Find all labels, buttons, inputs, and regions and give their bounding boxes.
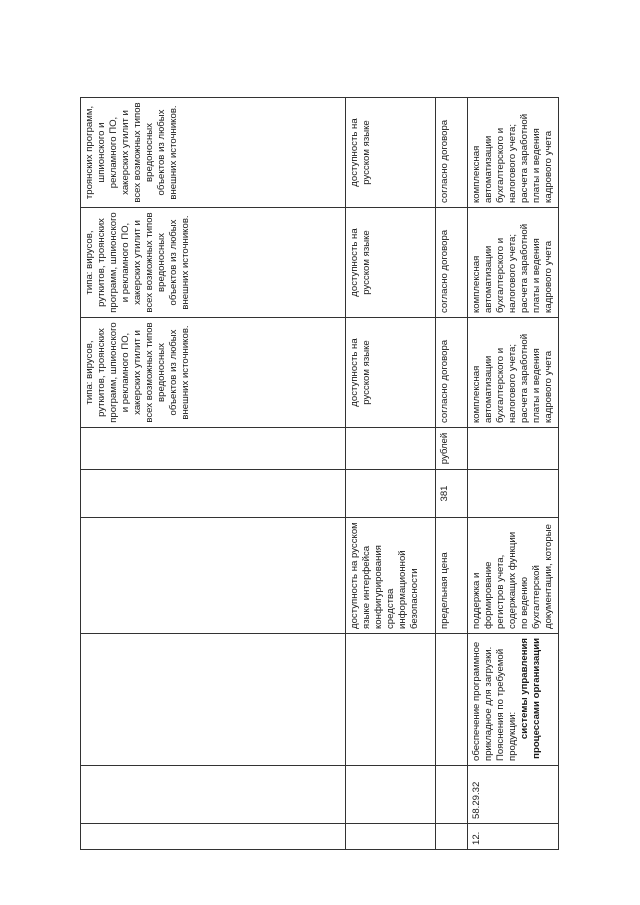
cell-value: согласно договора bbox=[436, 208, 468, 318]
specification-table bbox=[80, 97, 559, 850]
cell-unit: рублей bbox=[436, 428, 468, 470]
cell-empty bbox=[81, 824, 346, 850]
table-row bbox=[468, 98, 559, 850]
cell-characteristic: поддержка и формирование регистров учета, содержащих функции по ведению бухгалтерской документации, которые bbox=[468, 518, 559, 634]
cell-protection-types: типа: вирусов, руткитов, троянских программ, шпионского и рекламного ПО, хакерских утилит и всех возможных типов вредоносных объектов из любых внешних источников. bbox=[81, 318, 346, 428]
table-row bbox=[346, 98, 436, 850]
cell-value: комплексная автоматизации бухгалтерского и налогового учета; расчета заработной платы и ведения кадрового учета bbox=[468, 98, 559, 208]
cell-empty bbox=[81, 428, 346, 470]
cell-value: комплексная автоматизации бухгалтерского и налогового учета; расчета заработной платы и ведения кадрового учета bbox=[468, 208, 559, 318]
cell-okpd-code: 58.29.32 bbox=[468, 766, 559, 824]
cell-protection-types: типа: вирусов, руткитов, троянских программ, шпионского и рекламного ПО, хакерских утилит и всех возможных типов вредоносных объектов из любых внешних источников. bbox=[81, 208, 346, 318]
cell-value: доступность на русском языке bbox=[346, 318, 436, 428]
cell-protection-types: троянских программ, шпионского и рекламного ПО, хакерских утилит и всех возможных типов вредоносных объектов из любых внешних источников. bbox=[81, 98, 346, 208]
cell-empty bbox=[81, 470, 346, 518]
cell-value: согласно договора bbox=[436, 98, 468, 208]
cell-empty bbox=[81, 518, 346, 634]
table-row bbox=[436, 98, 468, 850]
description-bold: системы управления процессами организации bbox=[519, 638, 542, 759]
cell-value: доступность на русском языке bbox=[346, 98, 436, 208]
cell-characteristic: предельная цена bbox=[436, 518, 468, 634]
description-text: обеспечение программное прикладное для загрузки. Пояснения по требуемой продукции: bbox=[471, 641, 518, 761]
cell-description bbox=[468, 634, 559, 766]
cell-value: комплексная автоматизации бухгалтерского и налогового учета; расчета заработной платы и ведения кадрового учета bbox=[468, 318, 559, 428]
cell-empty bbox=[81, 766, 346, 824]
cell-characteristic: доступность на русском языке интерфейса конфигурирования средства информационной безопасности bbox=[346, 518, 436, 634]
cell-okei-code: 381 bbox=[436, 470, 468, 518]
cell-row-number: 12. bbox=[468, 824, 559, 850]
cell-empty bbox=[81, 634, 346, 766]
table-row bbox=[81, 98, 346, 850]
cell-value: доступность на русском языке bbox=[346, 208, 436, 318]
rotated-page bbox=[80, 98, 555, 850]
cell-value: согласно договора bbox=[436, 318, 468, 428]
